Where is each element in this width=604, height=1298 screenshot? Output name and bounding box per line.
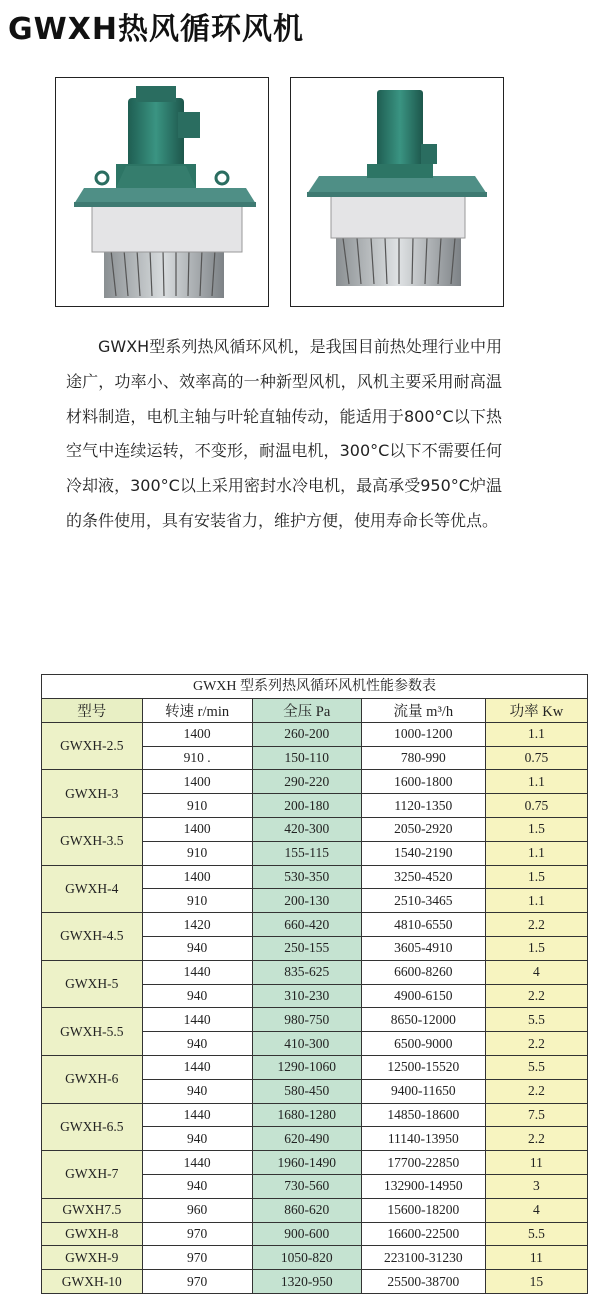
power-cell: 7.5 bbox=[485, 1103, 587, 1127]
pressure-cell: 730-560 bbox=[252, 1174, 361, 1198]
flow-cell: 780-990 bbox=[361, 746, 485, 770]
description-text: GWXH型系列热风循环风机，是我国目前热处理行业中用途广，功率小、效率高的一种新型风机，风机主要采用耐高温材料制造，电机主轴与叶轮直轴传动，能适用于800°C以下热空气中连续运转，不变形，耐温电机，300°C以下不需要任何冷却液，300°C以上采用密封水冷电机，最高承受950°C炉温的条件使用，具有安装省力，维护方便，使用寿命长等优点。 bbox=[66, 337, 502, 530]
table-body bbox=[42, 722, 588, 1293]
model-cell: GWXH-8 bbox=[42, 1222, 143, 1246]
speed-cell: 1440 bbox=[142, 1055, 252, 1079]
model-cell: GWXH-6 bbox=[42, 1055, 143, 1103]
table-row bbox=[42, 1103, 588, 1127]
pressure-cell: 530-350 bbox=[252, 865, 361, 889]
table-row bbox=[42, 1198, 588, 1222]
pressure-cell: 250-155 bbox=[252, 936, 361, 960]
speed-cell: 1400 bbox=[142, 817, 252, 841]
table-row bbox=[42, 722, 588, 746]
model-cell: GWXH-9 bbox=[42, 1246, 143, 1270]
power-cell: 3 bbox=[485, 1174, 587, 1198]
table-caption: GWXH 型系列热风循环风机性能参数表 bbox=[41, 674, 588, 698]
speed-cell: 1440 bbox=[142, 1103, 252, 1127]
power-cell: 5.5 bbox=[485, 1055, 587, 1079]
pressure-cell: 835-625 bbox=[252, 960, 361, 984]
flow-cell: 3605-4910 bbox=[361, 936, 485, 960]
flow-cell: 6600-8260 bbox=[361, 960, 485, 984]
speed-cell: 910 bbox=[142, 841, 252, 865]
speed-cell: 1440 bbox=[142, 1151, 252, 1175]
flow-cell: 1540-2190 bbox=[361, 841, 485, 865]
table-row bbox=[42, 770, 588, 794]
model-cell: GWXH-4 bbox=[42, 865, 143, 913]
power-cell: 2.2 bbox=[485, 984, 587, 1008]
power-cell: 2.2 bbox=[485, 1079, 587, 1103]
table-header-row bbox=[42, 699, 588, 723]
table-row bbox=[42, 1151, 588, 1175]
speed-cell: 1440 bbox=[142, 960, 252, 984]
model-cell: GWXH-5.5 bbox=[42, 1008, 143, 1056]
model-cell: GWXH7.5 bbox=[42, 1198, 143, 1222]
header-model: 型号 bbox=[42, 699, 143, 723]
flow-cell: 17700-22850 bbox=[361, 1151, 485, 1175]
speed-cell: 970 bbox=[142, 1246, 252, 1270]
power-cell: 4 bbox=[485, 1198, 587, 1222]
flow-cell: 4900-6150 bbox=[361, 984, 485, 1008]
pressure-cell: 660-420 bbox=[252, 913, 361, 937]
speed-cell: 1400 bbox=[142, 770, 252, 794]
flow-cell: 2510-3465 bbox=[361, 889, 485, 913]
header-speed: 转速 r/min bbox=[142, 699, 252, 723]
speed-cell: 1400 bbox=[142, 865, 252, 889]
speed-cell: 960 bbox=[142, 1198, 252, 1222]
flow-cell: 223100-31230 bbox=[361, 1246, 485, 1270]
model-cell: GWXH-3 bbox=[42, 770, 143, 818]
speed-cell: 910 . bbox=[142, 746, 252, 770]
table-row bbox=[42, 865, 588, 889]
speed-cell: 940 bbox=[142, 1079, 252, 1103]
flow-cell: 3250-4520 bbox=[361, 865, 485, 889]
fan-photo-right bbox=[290, 77, 504, 307]
flow-cell: 15600-18200 bbox=[361, 1198, 485, 1222]
pressure-cell: 980-750 bbox=[252, 1008, 361, 1032]
power-cell: 2.2 bbox=[485, 1032, 587, 1056]
speed-cell: 940 bbox=[142, 1127, 252, 1151]
power-cell: 11 bbox=[485, 1246, 587, 1270]
spec-table bbox=[41, 674, 588, 1294]
power-cell: 0.75 bbox=[485, 746, 587, 770]
header-pressure: 全压 Pa bbox=[252, 699, 361, 723]
power-cell: 1.1 bbox=[485, 889, 587, 913]
pressure-cell: 200-180 bbox=[252, 794, 361, 818]
pressure-cell: 155-115 bbox=[252, 841, 361, 865]
power-cell: 1.1 bbox=[485, 770, 587, 794]
pressure-cell: 580-450 bbox=[252, 1079, 361, 1103]
model-cell: GWXH-2.5 bbox=[42, 722, 143, 770]
pressure-cell: 860-620 bbox=[252, 1198, 361, 1222]
table-row bbox=[42, 1270, 588, 1294]
speed-cell: 940 bbox=[142, 984, 252, 1008]
table-row bbox=[42, 960, 588, 984]
speed-cell: 910 bbox=[142, 889, 252, 913]
power-cell: 5.5 bbox=[485, 1008, 587, 1032]
pressure-cell: 420-300 bbox=[252, 817, 361, 841]
power-cell: 15 bbox=[485, 1270, 587, 1294]
flow-cell: 16600-22500 bbox=[361, 1222, 485, 1246]
table-row bbox=[42, 913, 588, 937]
power-cell: 1.5 bbox=[485, 865, 587, 889]
flow-cell: 9400-11650 bbox=[361, 1079, 485, 1103]
pressure-cell: 290-220 bbox=[252, 770, 361, 794]
speed-cell: 970 bbox=[142, 1222, 252, 1246]
pressure-cell: 620-490 bbox=[252, 1127, 361, 1151]
pressure-cell: 200-130 bbox=[252, 889, 361, 913]
product-description bbox=[66, 330, 502, 539]
pressure-cell: 900-600 bbox=[252, 1222, 361, 1246]
flow-cell: 11140-13950 bbox=[361, 1127, 485, 1151]
model-cell: GWXH-4.5 bbox=[42, 913, 143, 961]
power-cell: 1.1 bbox=[485, 722, 587, 746]
flow-cell: 14850-18600 bbox=[361, 1103, 485, 1127]
pressure-cell: 1050-820 bbox=[252, 1246, 361, 1270]
header-flow: 流量 m³/h bbox=[361, 699, 485, 723]
speed-cell: 1400 bbox=[142, 722, 252, 746]
pressure-cell: 150-110 bbox=[252, 746, 361, 770]
power-cell: 4 bbox=[485, 960, 587, 984]
power-cell: 1.5 bbox=[485, 817, 587, 841]
pressure-cell: 1680-1280 bbox=[252, 1103, 361, 1127]
flow-cell: 1120-1350 bbox=[361, 794, 485, 818]
model-cell: GWXH-5 bbox=[42, 960, 143, 1008]
flow-cell: 4810-6550 bbox=[361, 913, 485, 937]
table-row bbox=[42, 1008, 588, 1032]
fan-photo-left bbox=[55, 77, 269, 307]
model-cell: GWXH-7 bbox=[42, 1151, 143, 1199]
power-cell: 2.2 bbox=[485, 913, 587, 937]
model-cell: GWXH-10 bbox=[42, 1270, 143, 1294]
pressure-cell: 1320-950 bbox=[252, 1270, 361, 1294]
power-cell: 1.1 bbox=[485, 841, 587, 865]
pressure-cell: 1290-1060 bbox=[252, 1055, 361, 1079]
power-cell: 5.5 bbox=[485, 1222, 587, 1246]
pressure-cell: 1960-1490 bbox=[252, 1151, 361, 1175]
speed-cell: 970 bbox=[142, 1270, 252, 1294]
speed-cell: 940 bbox=[142, 1032, 252, 1056]
pressure-cell: 310-230 bbox=[252, 984, 361, 1008]
power-cell: 11 bbox=[485, 1151, 587, 1175]
power-cell: 1.5 bbox=[485, 936, 587, 960]
page-title: GWXH热风循环风机 bbox=[8, 12, 304, 47]
table-row bbox=[42, 1246, 588, 1270]
speed-cell: 910 bbox=[142, 794, 252, 818]
flow-cell: 25500-38700 bbox=[361, 1270, 485, 1294]
table-row bbox=[42, 1055, 588, 1079]
header-power: 功率 Kw bbox=[485, 699, 587, 723]
table-row bbox=[42, 1222, 588, 1246]
power-cell: 0.75 bbox=[485, 794, 587, 818]
flow-cell: 2050-2920 bbox=[361, 817, 485, 841]
model-cell: GWXH-6.5 bbox=[42, 1103, 143, 1151]
flow-cell: 132900-14950 bbox=[361, 1174, 485, 1198]
flow-cell: 1600-1800 bbox=[361, 770, 485, 794]
power-cell: 2.2 bbox=[485, 1127, 587, 1151]
flow-cell: 8650-12000 bbox=[361, 1008, 485, 1032]
model-cell: GWXH-3.5 bbox=[42, 817, 143, 865]
speed-cell: 1420 bbox=[142, 913, 252, 937]
pressure-cell: 260-200 bbox=[252, 722, 361, 746]
speed-cell: 940 bbox=[142, 1174, 252, 1198]
table-row bbox=[42, 817, 588, 841]
pressure-cell: 410-300 bbox=[252, 1032, 361, 1056]
speed-cell: 940 bbox=[142, 936, 252, 960]
flow-cell: 6500-9000 bbox=[361, 1032, 485, 1056]
flow-cell: 1000-1200 bbox=[361, 722, 485, 746]
flow-cell: 12500-15520 bbox=[361, 1055, 485, 1079]
speed-cell: 1440 bbox=[142, 1008, 252, 1032]
